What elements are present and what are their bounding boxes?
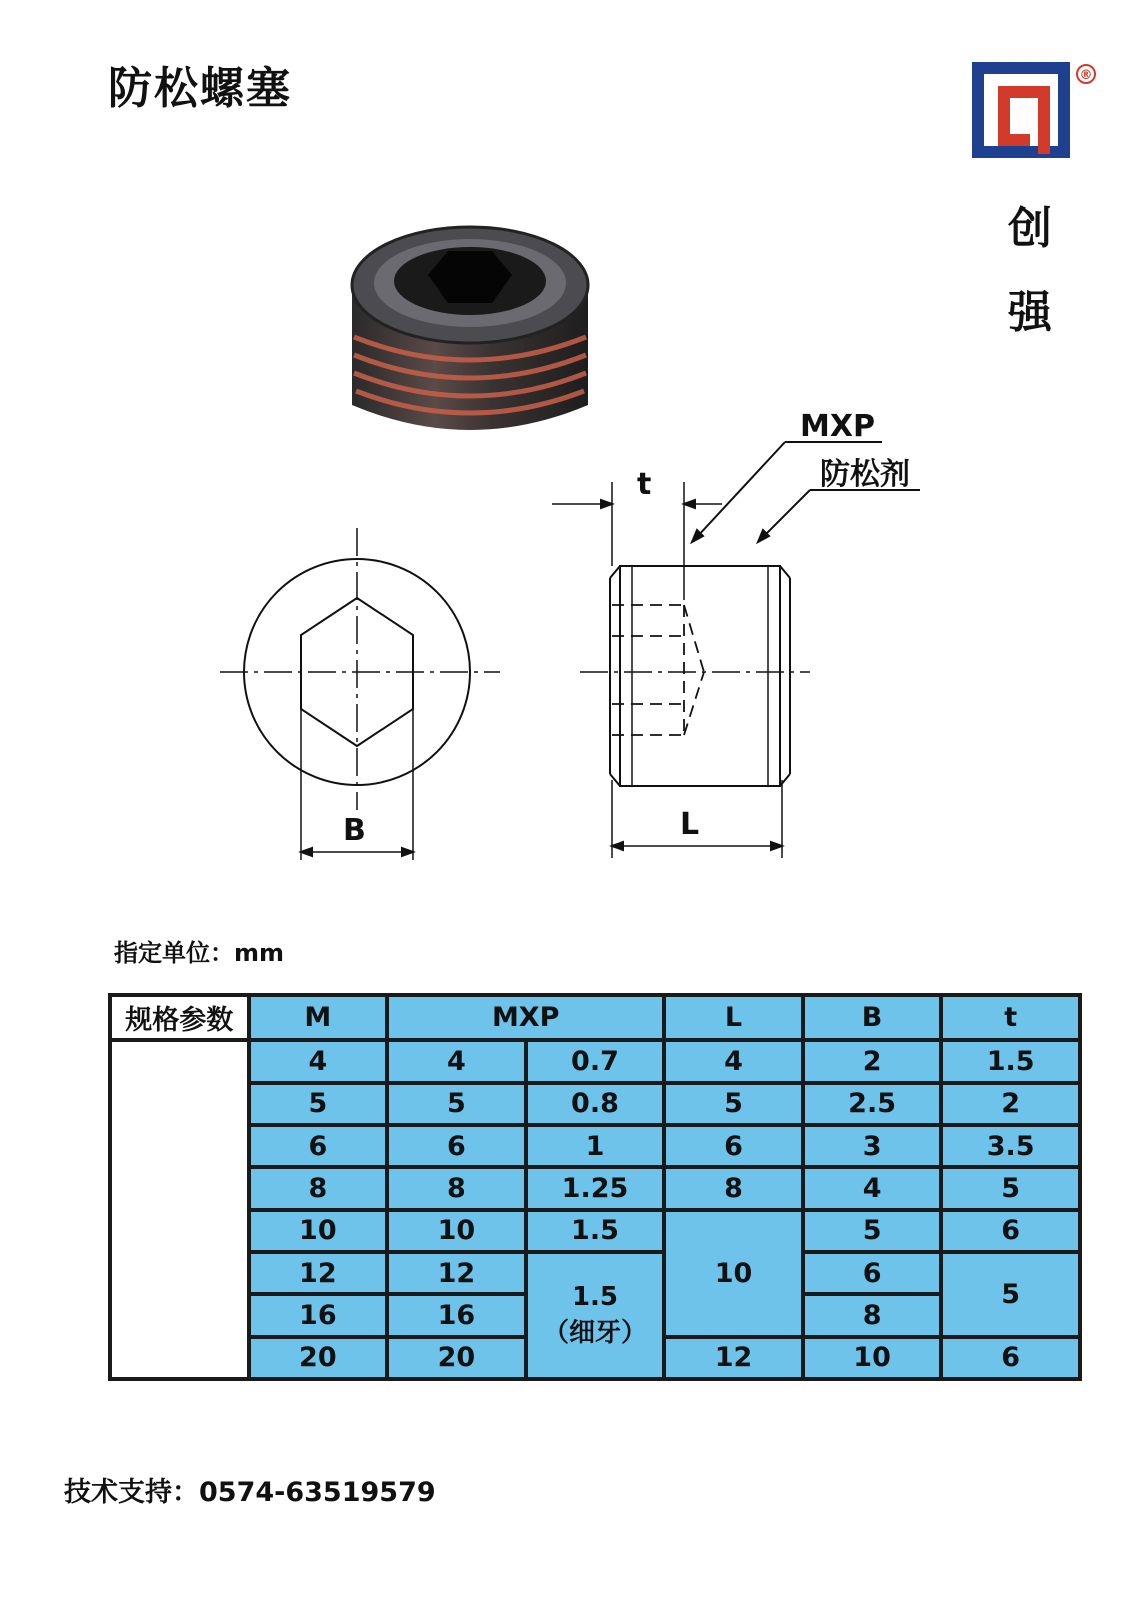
cell-b: 2: [803, 1040, 942, 1082]
cell-mxp-p: 0.7: [526, 1040, 665, 1082]
cell-m: 5: [249, 1083, 388, 1125]
unit-label: 指定单位：mm: [114, 939, 285, 967]
cell-mxp-d: 20: [387, 1337, 526, 1379]
cell-m: 16: [249, 1294, 388, 1336]
label-b: B: [343, 813, 366, 848]
cell-mxp-p: 1.25: [526, 1167, 665, 1209]
row-header-cell: 规格参数: [110, 995, 249, 1040]
cell-t-merged: 5: [941, 1252, 1080, 1337]
col-header-b: B: [803, 995, 942, 1040]
col-header-m: M: [249, 995, 388, 1040]
label-t: t: [637, 467, 652, 502]
cell-b: 6: [803, 1252, 942, 1294]
cell-mxp-d: 16: [387, 1294, 526, 1336]
cell-mxp-d: 8: [387, 1167, 526, 1209]
table-row: [110, 1167, 1080, 1209]
cell-t: 6: [941, 1210, 1080, 1252]
cell-l: 8: [664, 1167, 803, 1209]
cell-b: 2.5: [803, 1083, 942, 1125]
table-row: [110, 1252, 1080, 1294]
cell-b: 5: [803, 1210, 942, 1252]
cell-mxp-d: 5: [387, 1083, 526, 1125]
cell-m: 20: [249, 1337, 388, 1379]
cell-mxp-d: 4: [387, 1040, 526, 1082]
page-title: 防松螺塞: [108, 63, 292, 114]
col-header-t: t: [941, 995, 1080, 1040]
cell-t: 1.5: [941, 1040, 1080, 1082]
brand-char-1: 创: [1008, 203, 1052, 254]
cell-l: 12: [664, 1337, 803, 1379]
cell-mxp-p: 1.5: [526, 1210, 665, 1252]
cell-mxp-p: 1: [526, 1125, 665, 1167]
fine-pitch-note: （细牙）: [542, 1318, 647, 1349]
table-header-row: [110, 995, 1080, 1040]
cell-l-merged: 10: [664, 1210, 803, 1337]
col-header-l: L: [664, 995, 803, 1040]
side-view-body: [620, 566, 780, 786]
cell-m: 4: [249, 1040, 388, 1082]
cell-mxp-p: 0.8: [526, 1083, 665, 1125]
spec-table: [108, 993, 1082, 1381]
cell-l: 5: [664, 1083, 803, 1125]
table-row: [110, 1040, 1080, 1082]
cell-b: 4: [803, 1167, 942, 1209]
cell-mxp-d: 10: [387, 1210, 526, 1252]
brand-char-2: 强: [1008, 287, 1052, 338]
table-row: [110, 1125, 1080, 1167]
cell-mxp-d: 6: [387, 1125, 526, 1167]
cell-b: 3: [803, 1125, 942, 1167]
cell-m: 10: [249, 1210, 388, 1252]
table-row: [110, 1083, 1080, 1125]
cell-l: 4: [664, 1040, 803, 1082]
support-phone: 技术支持：0574-63519579: [64, 1477, 436, 1508]
brand-logo: [968, 58, 1098, 163]
cell-t: 3.5: [941, 1125, 1080, 1167]
technical-drawing: [200, 400, 960, 880]
cell-m: 12: [249, 1252, 388, 1294]
label-l: L: [680, 807, 700, 842]
fine-pitch-value: 1.5: [571, 1282, 618, 1313]
cell-t: 6: [941, 1337, 1080, 1379]
cell-m: 6: [249, 1125, 388, 1167]
table-row: [110, 1210, 1080, 1252]
row-header-blank: [110, 1040, 249, 1379]
cell-b: 8: [803, 1294, 942, 1336]
cell-l: 6: [664, 1125, 803, 1167]
col-header-mxp: MXP: [387, 995, 664, 1040]
cell-mxp-p-fine: [526, 1252, 665, 1379]
cell-m: 8: [249, 1167, 388, 1209]
registered-mark: ®: [1079, 68, 1093, 83]
cell-t: 5: [941, 1167, 1080, 1209]
cell-mxp-d: 12: [387, 1252, 526, 1294]
label-locking-agent: 防松剂: [820, 457, 910, 492]
label-mxp: MXP: [800, 409, 875, 444]
cell-b: 10: [803, 1337, 942, 1379]
cell-t: 2: [941, 1083, 1080, 1125]
